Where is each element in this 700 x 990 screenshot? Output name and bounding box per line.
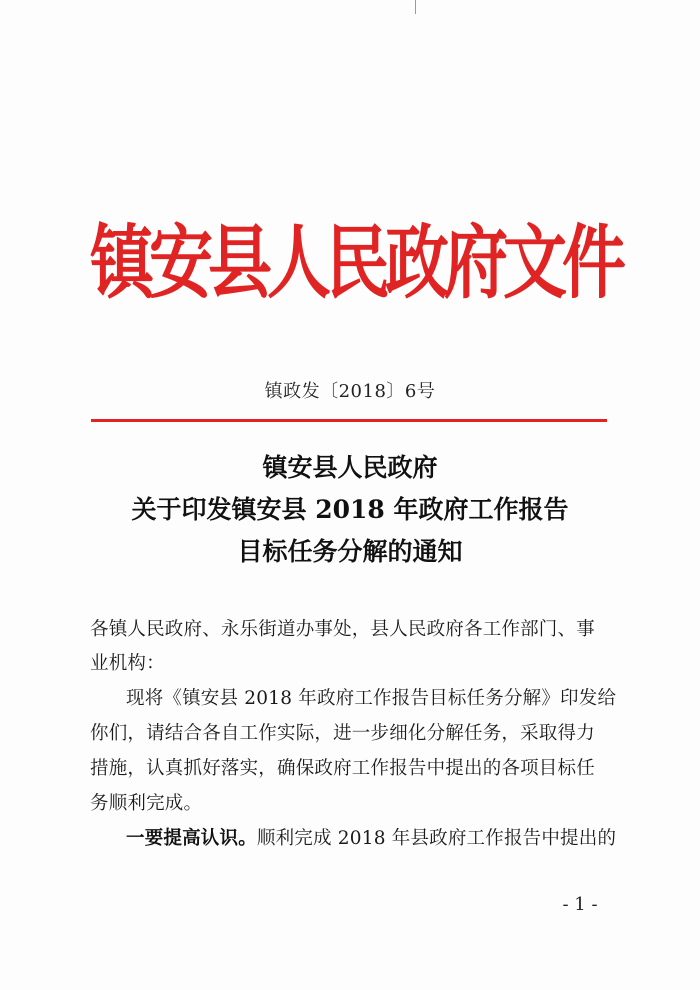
paragraph-1-line-4: 务顺利完成。 xyxy=(90,793,203,814)
paragraph-1-line-2: 你们，请结合各自工作实际，进一步细化分解任务，采取得力 xyxy=(90,723,595,744)
paragraph-1-line-3: 措施，认真抓好落实，确保政府工作报告中提出的各项目标任 xyxy=(90,758,595,779)
notice-title xyxy=(0,447,700,573)
binding-mark xyxy=(415,0,416,14)
red-masthead-title: 镇安县人民政府文件 xyxy=(90,216,621,311)
paragraph-1-line-1: 现将《镇安县 2018 年政府工作报告目标任务分解》印发给 xyxy=(126,688,617,709)
title-line-1: 镇安县人民政府 xyxy=(262,453,438,482)
paragraph-2-line-1 xyxy=(126,826,616,852)
title-line-2: 关于印发镇安县 2018 年政府工作报告 xyxy=(131,495,569,524)
title-line-3: 目标任务分解的通知 xyxy=(237,537,463,566)
paragraph-2-lead: 一要提高认识。 xyxy=(126,828,257,849)
salutation-line-2: 业机构： xyxy=(90,653,165,674)
red-separator-line xyxy=(91,419,607,422)
salutation-line-1: 各镇人民政府、永乐街道办事处，县人民政府各工作部门、事 xyxy=(90,619,595,640)
paragraph-2-text: 顺利完成 2018 年县政府工作报告中提出的 xyxy=(256,828,617,849)
page-number: - 1 - xyxy=(562,894,598,915)
document-number: 镇政发〔2018〕6号 xyxy=(264,381,436,402)
